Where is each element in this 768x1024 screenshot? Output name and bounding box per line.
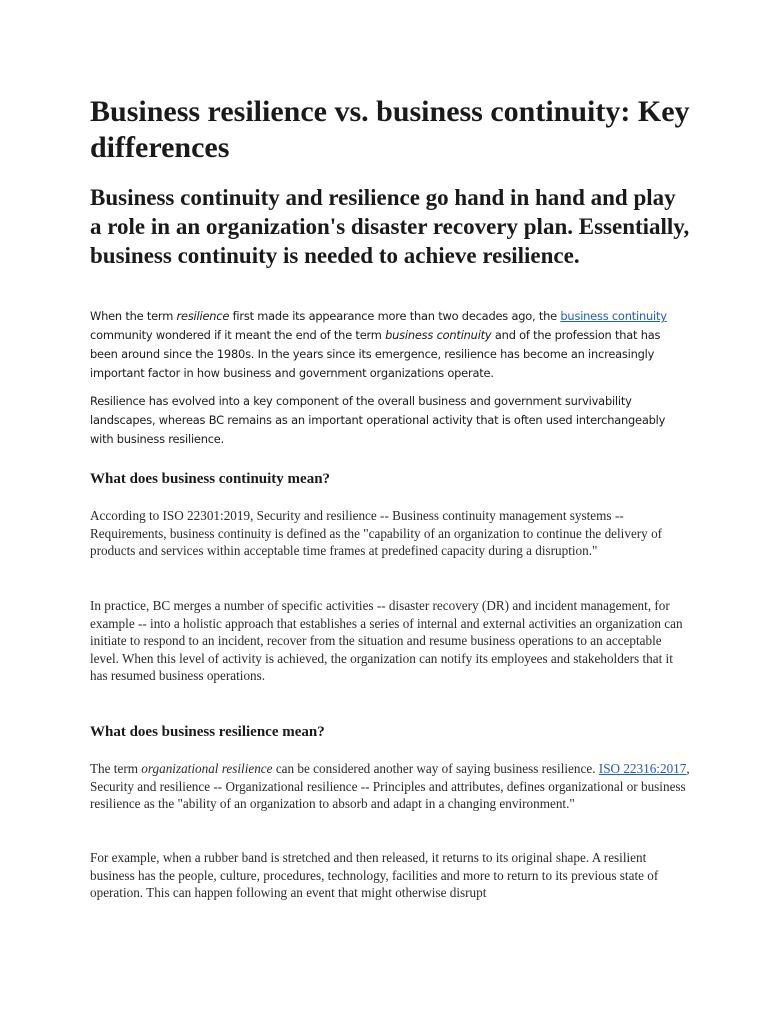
section1-paragraph-1: According to ISO 22301:2019, Security and resilience -- Business continuity management systems -- Requirements, business continuity is defined as the "capability of an organization to continue the delivery of products and services within acceptable time frames at predefined capacity during a disruption." <box>90 508 663 559</box>
section-heading-business-resilience: What does business resilience mean? <box>90 724 325 740</box>
section2-p1-text-c: , Security and resilience -- Organizational resilience -- Principles and attributes, defines organizational or business resilience as the "ability of an organization to absorb and adapt in a changing environment." <box>90 761 690 812</box>
section1-paragraph-2: In practice, BC merges a number of specific activities -- disaster recovery (DR) and incident management, for example -- into a holistic approach that establishes a series of internal and external activities an organization can initiate to respond to an incident, recover from the situation and resume business operations to an acceptable level. When this level of activity is achieved, the organization can notify its employees and stakeholders that it has resumed business operations. <box>90 598 683 684</box>
section2-p1-text-b: can be considered another way of saying business resilience. <box>272 761 599 776</box>
section2-p1-text-a: The term <box>90 761 142 776</box>
section2-paragraph-1 <box>90 760 690 813</box>
intro1-text-a: When the term <box>90 309 177 323</box>
intro1-text-b: first made its appearance more than two decades ago, the <box>229 309 561 323</box>
section2-paragraph-2: For example, when a rubber band is stretched and then released, it returns to its original shape. A resilient business has the people, culture, procedures, technology, facilities and more to return to its previous state of operation. This can happen following an event that might otherwise disrupt <box>90 850 659 901</box>
section-heading-business-continuity: What does business continuity mean? <box>90 471 331 487</box>
article-title: Business resilience vs. business continuity: Key differences <box>90 95 690 164</box>
intro1-text-d: and of the profession that has been around since the 1980s. In the years since its emergence, resilience has become an increasingly important factor in how business and government organizations operate. <box>90 328 661 380</box>
intro-paragraph-1 <box>90 307 690 383</box>
section2-p1-emphasis: organizational resilience <box>141 761 273 776</box>
intro1-emphasis-resilience: resilience <box>176 309 230 323</box>
business-continuity-link[interactable]: business continuity <box>560 309 667 323</box>
intro1-emphasis-business-continuity: business continuity <box>385 328 492 342</box>
article-lede: Business continuity and resilience go hand in hand and play a role in an organization's disaster recovery plan. Essentially, business continuity is needed to achieve resilience. <box>90 185 690 268</box>
iso-22316-link[interactable]: ISO 22316:2017 <box>598 761 687 776</box>
intro-paragraph-2: Resilience has evolved into a key component of the overall business and government survivability landscapes, whereas BC remains as an important operational activity that is often used interchangeably with business resilience. <box>90 394 666 446</box>
intro1-text-c: community wondered if it meant the end of the term <box>90 328 386 342</box>
